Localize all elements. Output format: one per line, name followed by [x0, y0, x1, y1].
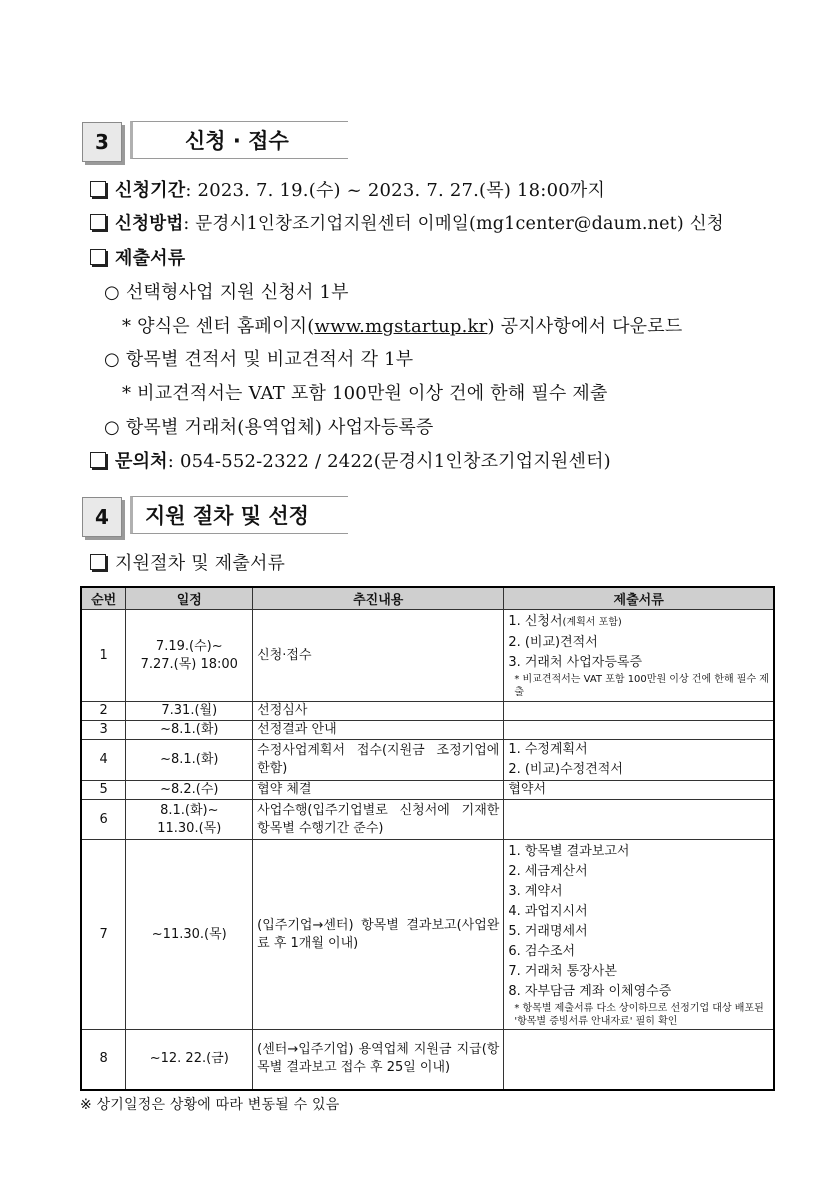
row-docs — [504, 740, 774, 781]
doc-list-item: 6. 검수조서 — [508, 943, 576, 959]
row-content: 선정심사 — [253, 702, 504, 721]
header-no: 순번 — [81, 587, 126, 610]
doc-list-item: 4. 과업지시서 — [508, 903, 588, 919]
apply-method-label: 신청방법 — [115, 214, 184, 234]
table-row — [81, 721, 774, 740]
header-docs: 제출서류 — [504, 587, 774, 610]
apply-period-value: : 2023. 7. 19.(수) ~ 2023. 7. 27.(목) 18:00까지 — [185, 180, 606, 201]
row-content: (입주기업→센터) 항목별 결과보고(사업완료 후 1개월 이내) — [253, 840, 504, 1030]
date-end: 7.27.(목) 18:00 — [140, 656, 238, 672]
submit-docs-label: 제출서류 — [115, 248, 186, 269]
apply-period-line — [90, 176, 605, 202]
row-no: 1 — [81, 610, 126, 702]
checkbox-icon — [90, 214, 106, 230]
checkbox-icon — [90, 249, 106, 265]
doc-list-item: 5. 거래명세서 — [508, 923, 588, 939]
row-content: 신청·접수 — [253, 610, 504, 702]
row-docs — [504, 610, 774, 702]
table-row — [81, 840, 774, 1030]
row-content: 협약 체결 — [253, 781, 504, 800]
row-date — [126, 800, 253, 840]
doc-list-item: 1. 수정계획서 — [508, 742, 588, 757]
table-header-row — [81, 587, 774, 610]
row-no: 6 — [81, 800, 126, 840]
table-row — [81, 1030, 774, 1090]
contact-line — [90, 447, 611, 473]
section-title — [130, 121, 348, 159]
row-note: * 비교견적서는 VAT 포함 100만원 이상 건에 한해 필수 제출 — [514, 674, 769, 698]
row-docs — [504, 1030, 774, 1090]
row-docs — [504, 840, 774, 1030]
date-start: 8.1.(화)~ — [160, 802, 219, 818]
row-docs — [504, 702, 774, 721]
row-content: 선정결과 안내 — [253, 721, 504, 740]
row-docs — [504, 721, 774, 740]
note-text: ) 공지사항에서 다운로드 — [487, 316, 683, 337]
row-date: ~11.30.(목) — [126, 840, 253, 1030]
header-content: 추진내용 — [253, 587, 504, 610]
row-no: 5 — [81, 781, 126, 800]
row-date — [126, 610, 253, 702]
doc-text: 1. 신청서 — [508, 614, 563, 629]
table-row — [81, 800, 774, 840]
doc-list-item: 1. 항목별 결과보고서 — [508, 843, 630, 859]
row-no: 3 — [81, 721, 126, 740]
submit-docs-line — [90, 244, 185, 270]
doc-item-2-note: * 비교견적서는 VAT 포함 100만원 이상 건에 한해 필수 제출 — [122, 383, 608, 404]
row-content: (센터→입주기업) 용역업체 지원금 지급(항목별 결과보고 접수 후 25일 이내) — [253, 1030, 504, 1090]
date-start: 7.19.(수)~ — [155, 638, 223, 654]
section-title — [130, 496, 348, 534]
checkbox-icon — [90, 452, 106, 468]
apply-method-value: : 문경시1인창조기업지원센터 이메일(mg1center@daum.net) 신청 — [183, 214, 724, 234]
doc-item-1-note — [122, 312, 682, 338]
doc-suffix: (계획서 포함) — [562, 617, 622, 628]
table-row — [81, 702, 774, 721]
row-docs — [504, 800, 774, 840]
row-date: 7.31.(월) — [126, 702, 253, 721]
note-text: * 양식은 센터 홈페이지( — [122, 316, 315, 337]
row-date: ~8.1.(화) — [126, 740, 253, 781]
section-title-text: 지원 절차 및 선정 — [145, 504, 309, 528]
row-docs: 협약서 — [504, 781, 774, 800]
apply-period-label: 신청기간 — [115, 180, 186, 201]
checkbox-icon — [90, 181, 106, 197]
doc-list-item: 3. 계약서 — [508, 883, 563, 899]
row-no: 7 — [81, 840, 126, 1030]
doc-list-item: 3. 거래처 사업자등록증 — [508, 655, 643, 670]
doc-list-item: 2. (비교)수정견적서 — [508, 762, 623, 777]
apply-method-line — [90, 210, 724, 235]
doc-list-item — [508, 612, 769, 633]
table-row — [81, 740, 774, 781]
doc-list-item: 2. 세금계산서 — [508, 863, 588, 879]
footnote: ※ 상기일정은 상황에 따라 변동될 수 있음 — [80, 1097, 340, 1113]
section-number-badge: 4 — [82, 497, 122, 537]
row-no: 4 — [81, 740, 126, 781]
row-content: 사업수행(입주기업별로 신청서에 기재한 항목별 수행기간 준수) — [253, 800, 504, 840]
procedure-subtitle — [90, 549, 285, 575]
row-note: * 항목별 제출서류 다소 상이하므로 선정기업 대상 배포된 '항목별 증빙서류 안내자료' 필히 확인 — [514, 1002, 764, 1027]
checkbox-icon — [90, 554, 106, 570]
doc-list-item: 8. 자부담금 계좌 이체영수증 — [508, 983, 672, 999]
section-number-badge: 3 — [82, 122, 122, 162]
header-schedule: 일정 — [126, 587, 253, 610]
doc-item-2: ○ 항목별 견적서 및 비교견적서 각 1부 — [104, 349, 414, 370]
contact-label: 문의처 — [115, 451, 168, 472]
section-title-text: 신청 · 접수 — [185, 129, 289, 153]
doc-list-item: 7. 거래처 통장사본 — [508, 963, 617, 979]
row-content: 수정사업계획서 접수(지원금 조정기업에 한함) — [253, 740, 504, 781]
doc-item-3: ○ 항목별 거래처(용역업체) 사업자등록증 — [104, 417, 434, 438]
doc-item-1: ○ 선택형사업 지원 신청서 1부 — [104, 282, 349, 303]
row-date: ~8.2.(수) — [126, 781, 253, 800]
contact-value: : 054-552-2322 / 2422(문경시1인창조기업지원센터) — [167, 451, 611, 472]
row-no: 8 — [81, 1030, 126, 1090]
table-row — [81, 610, 774, 702]
row-date: ~12. 22.(금) — [126, 1030, 253, 1090]
table-row — [81, 781, 774, 800]
date-end: 11.30.(목) — [157, 820, 222, 836]
procedure-subtitle-text: 지원절차 및 제출서류 — [115, 553, 286, 574]
row-date: ~8.1.(화) — [126, 721, 253, 740]
row-no: 2 — [81, 702, 126, 721]
doc-list-item: 2. (비교)견적서 — [508, 635, 598, 650]
homepage-link[interactable]: www.mgstartup.kr — [314, 316, 488, 337]
procedure-table — [80, 586, 775, 1091]
